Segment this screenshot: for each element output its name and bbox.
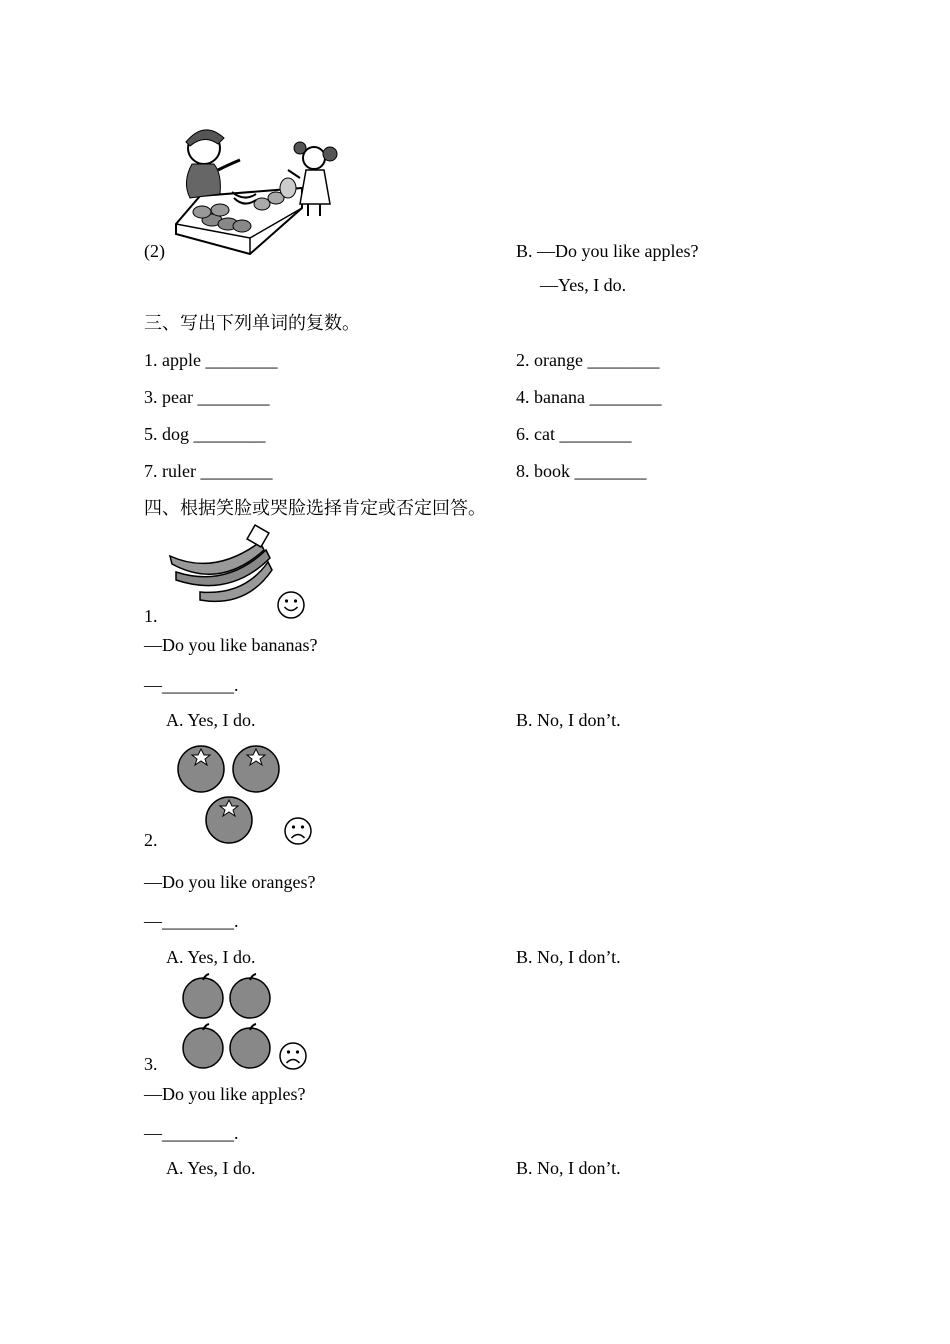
question-2-text: —Do you like oranges?	[144, 872, 316, 892]
question-3-option-b[interactable]: B. No, I don’t.	[516, 1158, 621, 1178]
question-1-number: 1.	[144, 606, 158, 626]
section-3-heading: 三、写出下列单词的复数。	[144, 313, 360, 333]
question-1-blank[interactable]: —________.	[144, 675, 239, 695]
oranges-illustration	[174, 746, 284, 842]
plural-item-2[interactable]: 2. orange ________	[516, 350, 660, 370]
question-1-option-a[interactable]: A. Yes, I do.	[166, 710, 256, 730]
question-2-option-b[interactable]: B. No, I don’t.	[516, 947, 621, 967]
question-2-option-a[interactable]: A. Yes, I do.	[166, 947, 256, 967]
plural-item-5[interactable]: 5. dog ________	[144, 424, 266, 444]
question-3-text: —Do you like apples?	[144, 1084, 306, 1104]
plural-item-4[interactable]: 4. banana ________	[516, 387, 662, 407]
item-2-label: (2)	[144, 241, 165, 261]
plural-item-3[interactable]: 3. pear ________	[144, 387, 270, 407]
apples-illustration	[180, 974, 274, 1070]
plural-item-7[interactable]: 7. ruler ________	[144, 461, 273, 481]
question-1-text: —Do you like bananas?	[144, 635, 318, 655]
plural-item-8[interactable]: 8. book ________	[516, 461, 647, 481]
option-b-answer: —Yes, I do.	[540, 275, 627, 295]
question-1-option-b[interactable]: B. No, I don’t.	[516, 710, 621, 730]
question-3-number: 3.	[144, 1054, 158, 1074]
bananas-illustration	[166, 524, 278, 608]
plural-item-6[interactable]: 6. cat ________	[516, 424, 632, 444]
smiley-face-icon	[276, 590, 306, 620]
question-3-option-a[interactable]: A. Yes, I do.	[166, 1158, 256, 1178]
fruit-stand-illustration	[172, 126, 352, 256]
question-3-blank[interactable]: —________.	[144, 1123, 239, 1143]
question-2-number: 2.	[144, 830, 158, 850]
sad-face-icon	[283, 816, 313, 846]
plural-item-1[interactable]: 1. apple ________	[144, 350, 278, 370]
section-4-heading: 四、根据笑脸或哭脸选择肯定或否定回答。	[144, 498, 486, 518]
question-2-blank[interactable]: —________.	[144, 911, 239, 931]
option-b-question[interactable]: B. —Do you like apples?	[516, 241, 699, 261]
sad-face-icon	[278, 1041, 308, 1071]
